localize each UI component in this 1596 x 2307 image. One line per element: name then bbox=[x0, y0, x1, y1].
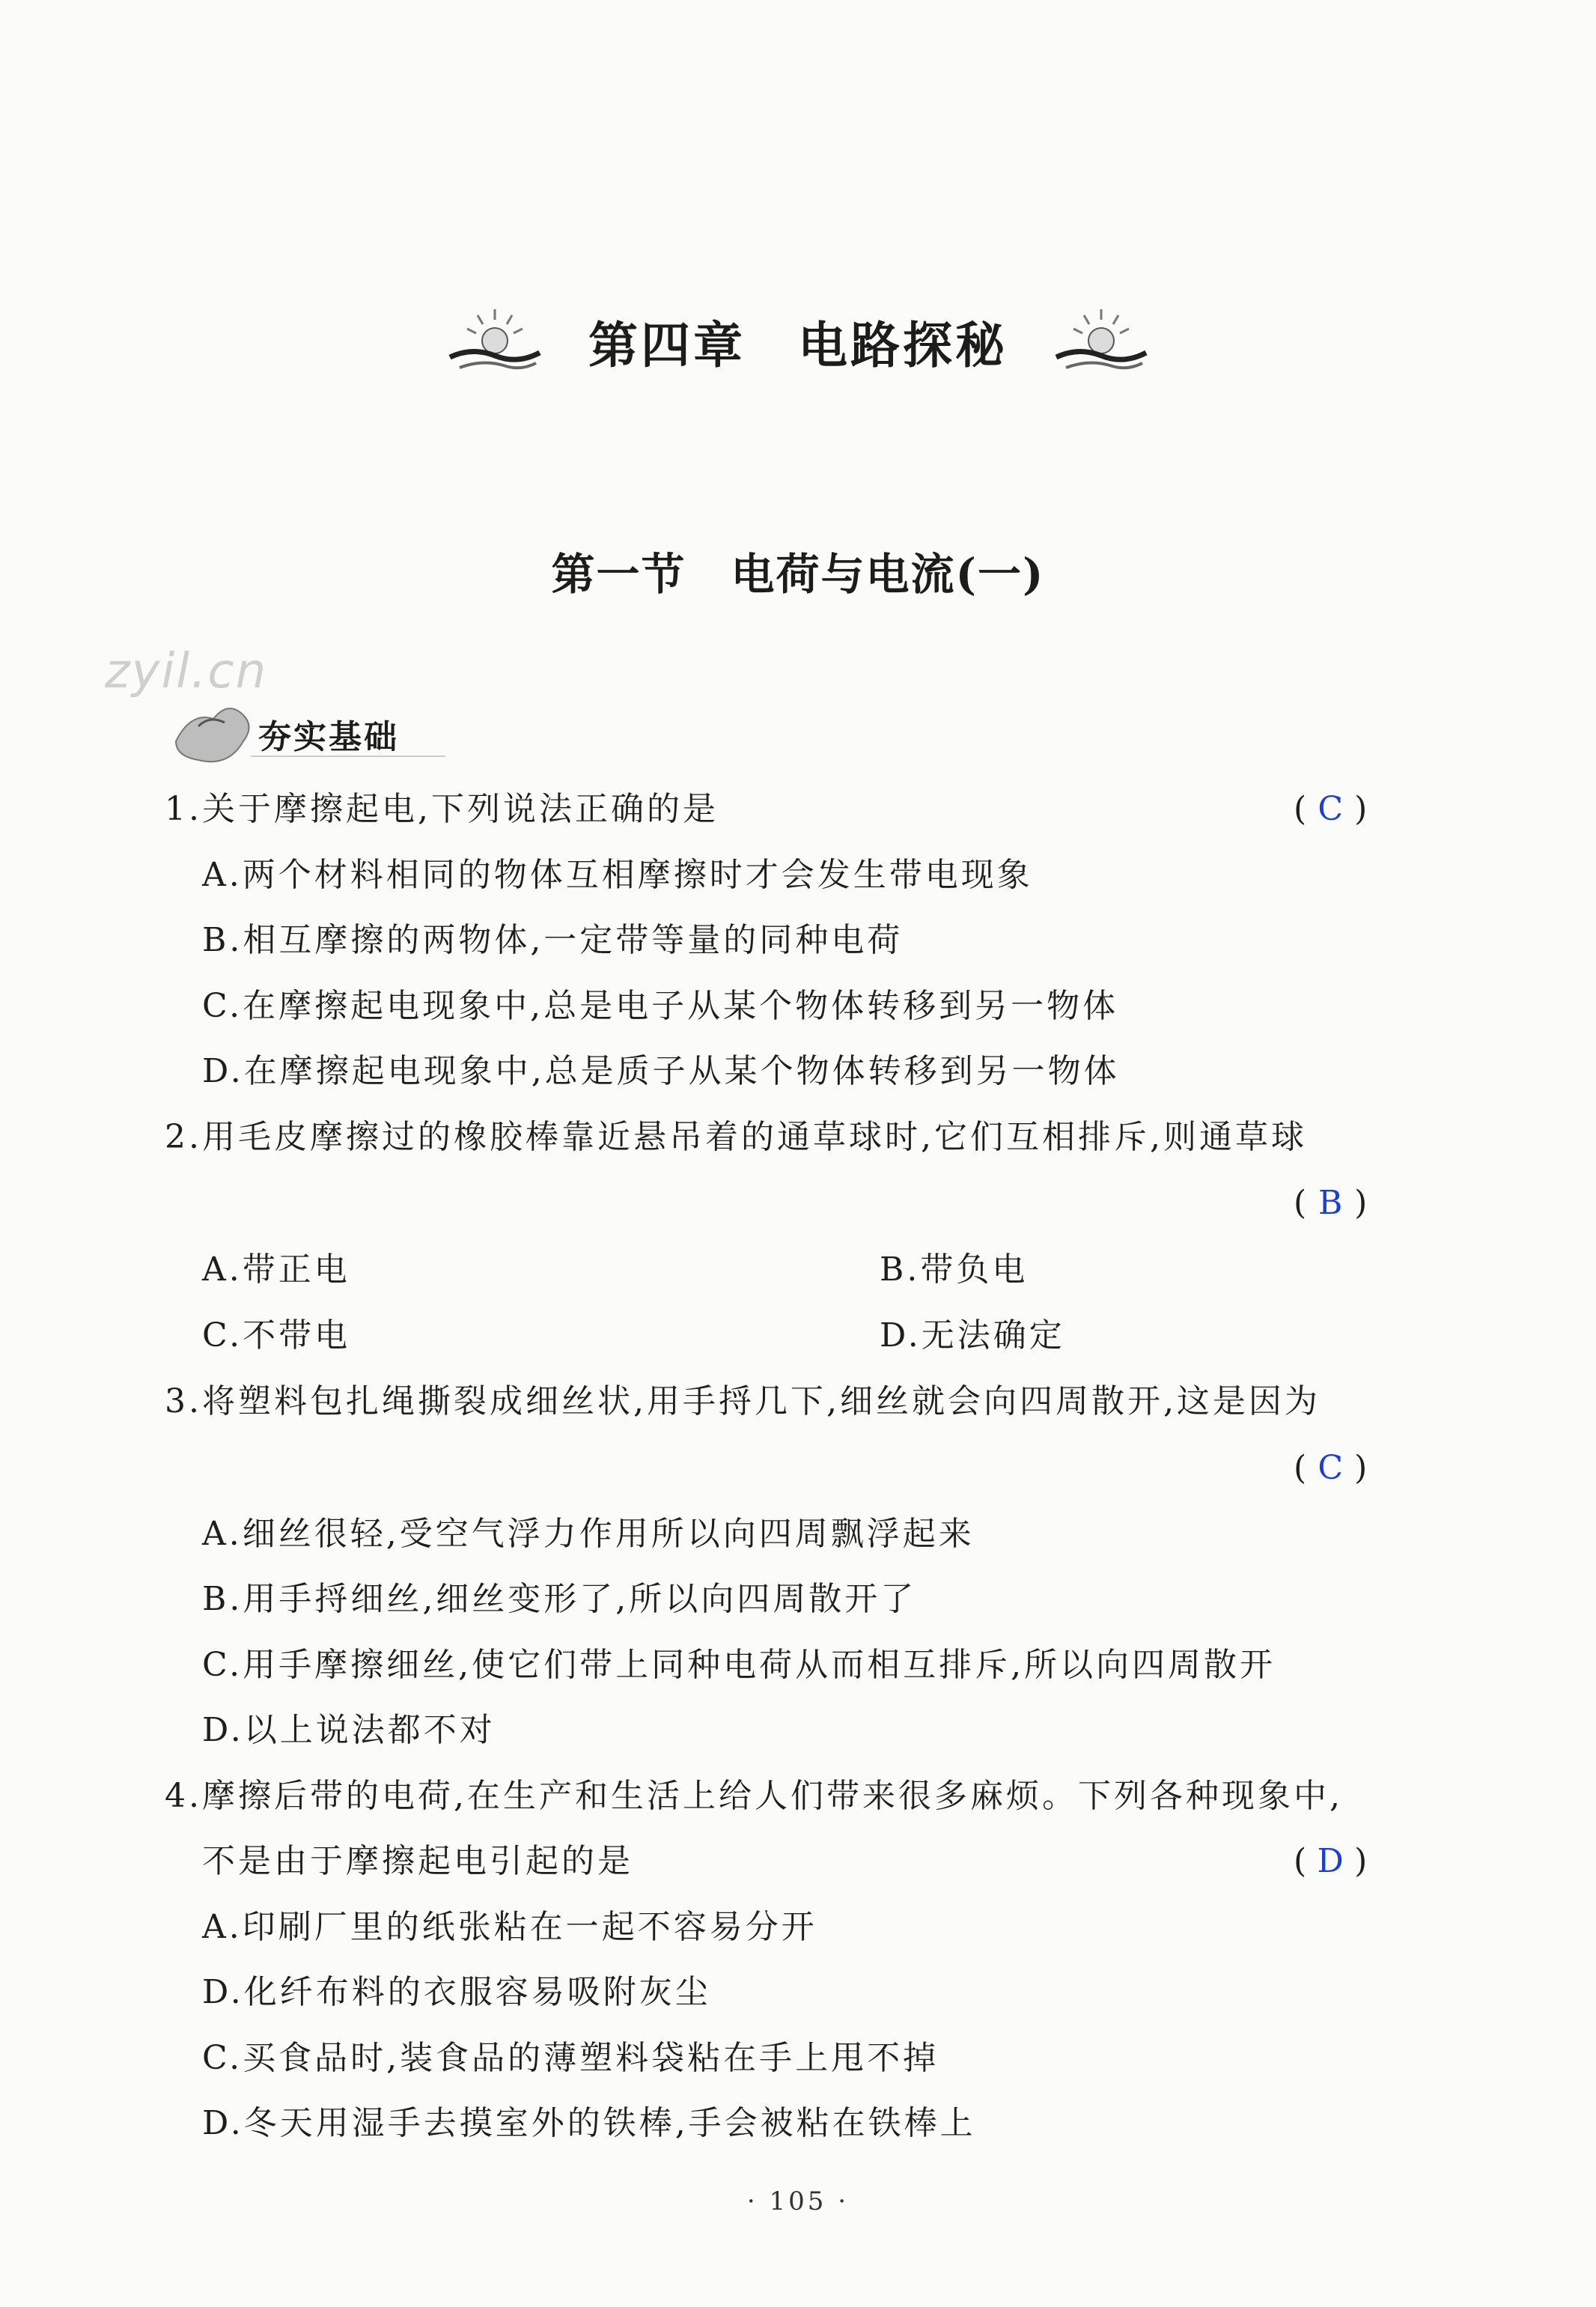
question-1-option-b: B.相互摩擦的两物体,一定带等量的同种电荷 bbox=[202, 921, 904, 959]
question-1-option-a: A.两个材料相同的物体互相摩擦时才会发生带电现象 bbox=[202, 856, 1033, 894]
answer-letter: B bbox=[1318, 1184, 1343, 1222]
sun-wave-icon bbox=[446, 303, 543, 378]
answer-letter: C bbox=[1318, 1449, 1343, 1487]
question-4-option-b: D.化纤布料的衣服容易吸附灰尘 bbox=[202, 1973, 711, 2011]
question-1-answer: ( C ) bbox=[1294, 788, 1367, 831]
watermark: zyil.cn bbox=[105, 644, 268, 699]
question-2-option-c: C.不带电 bbox=[202, 1316, 351, 1355]
question-4-stem-continued: 不是由于摩擦起电引起的是 bbox=[202, 1842, 633, 1880]
question-2-answer: ( B ) bbox=[1294, 1182, 1367, 1225]
question-3-option-d: D.以上说法都不对 bbox=[202, 1711, 496, 1749]
question-4-option-d: D.冬天用湿手去摸室外的铁棒,手会被粘在铁棒上 bbox=[202, 2104, 976, 2142]
question-3-option-b: B.用手捋细丝,细丝变形了,所以向四周散开了 bbox=[202, 1580, 917, 1618]
section-badge-label: 夯实基础 bbox=[258, 718, 399, 756]
chapter-heading bbox=[0, 296, 1596, 386]
answer-letter: C bbox=[1318, 790, 1343, 828]
sun-wave-icon bbox=[1053, 303, 1150, 378]
question-2-option-a: A.带正电 bbox=[202, 1250, 350, 1289]
page-number: · 105 · bbox=[746, 2186, 850, 2216]
question-3-stem: 3.将塑料包扎绳撕裂成细丝状,用手捋几下,细丝就会向四周散开,这是因为 bbox=[165, 1382, 1321, 1420]
question-1-option-d: D.在摩擦起电现象中,总是质子从某个物体转移到另一物体 bbox=[202, 1052, 1120, 1090]
question-2-option-d: D.无法确定 bbox=[880, 1316, 1065, 1355]
question-3-option-a: A.细丝很轻,受空气浮力作用所以向四周飘浮起来 bbox=[202, 1515, 975, 1553]
question-3-option-c: C.用手摩擦细丝,使它们带上同种电荷从而相互排斥,所以向四周散开 bbox=[202, 1646, 1276, 1684]
question-2-stem: 2.用毛皮摩擦过的橡胶棒靠近悬吊着的通草球时,它们互相排斥,则通草球 bbox=[165, 1118, 1307, 1156]
chapter-number: 第四章 bbox=[588, 315, 746, 374]
question-1-stem: 1.关于摩擦起电,下列说法正确的是 bbox=[165, 790, 719, 828]
question-4-option-c: C.买食品时,装食品的薄塑料袋粘在手上甩不掉 bbox=[202, 2039, 939, 2077]
question-3-answer: ( C ) bbox=[1294, 1447, 1367, 1490]
answer-letter: D bbox=[1317, 1842, 1344, 1880]
question-2-option-b: B.带负电 bbox=[880, 1250, 1029, 1289]
question-4-stem: 4.摩擦后带的电荷,在生产和生活上给人们带来很多麻烦。下列各种现象中, bbox=[165, 1777, 1343, 1815]
question-4-option-a: A.印刷厂里的纸张粘在一起不容易分开 bbox=[202, 1908, 817, 1946]
question-1-option-c: C.在摩擦起电现象中,总是电子从某个物体转移到另一物体 bbox=[202, 987, 1119, 1025]
chapter-title: 电路探秘 bbox=[798, 315, 1008, 374]
section-title: 第一节 电荷与电流(一) bbox=[551, 549, 1045, 600]
question-4-answer: ( D ) bbox=[1294, 1840, 1367, 1883]
